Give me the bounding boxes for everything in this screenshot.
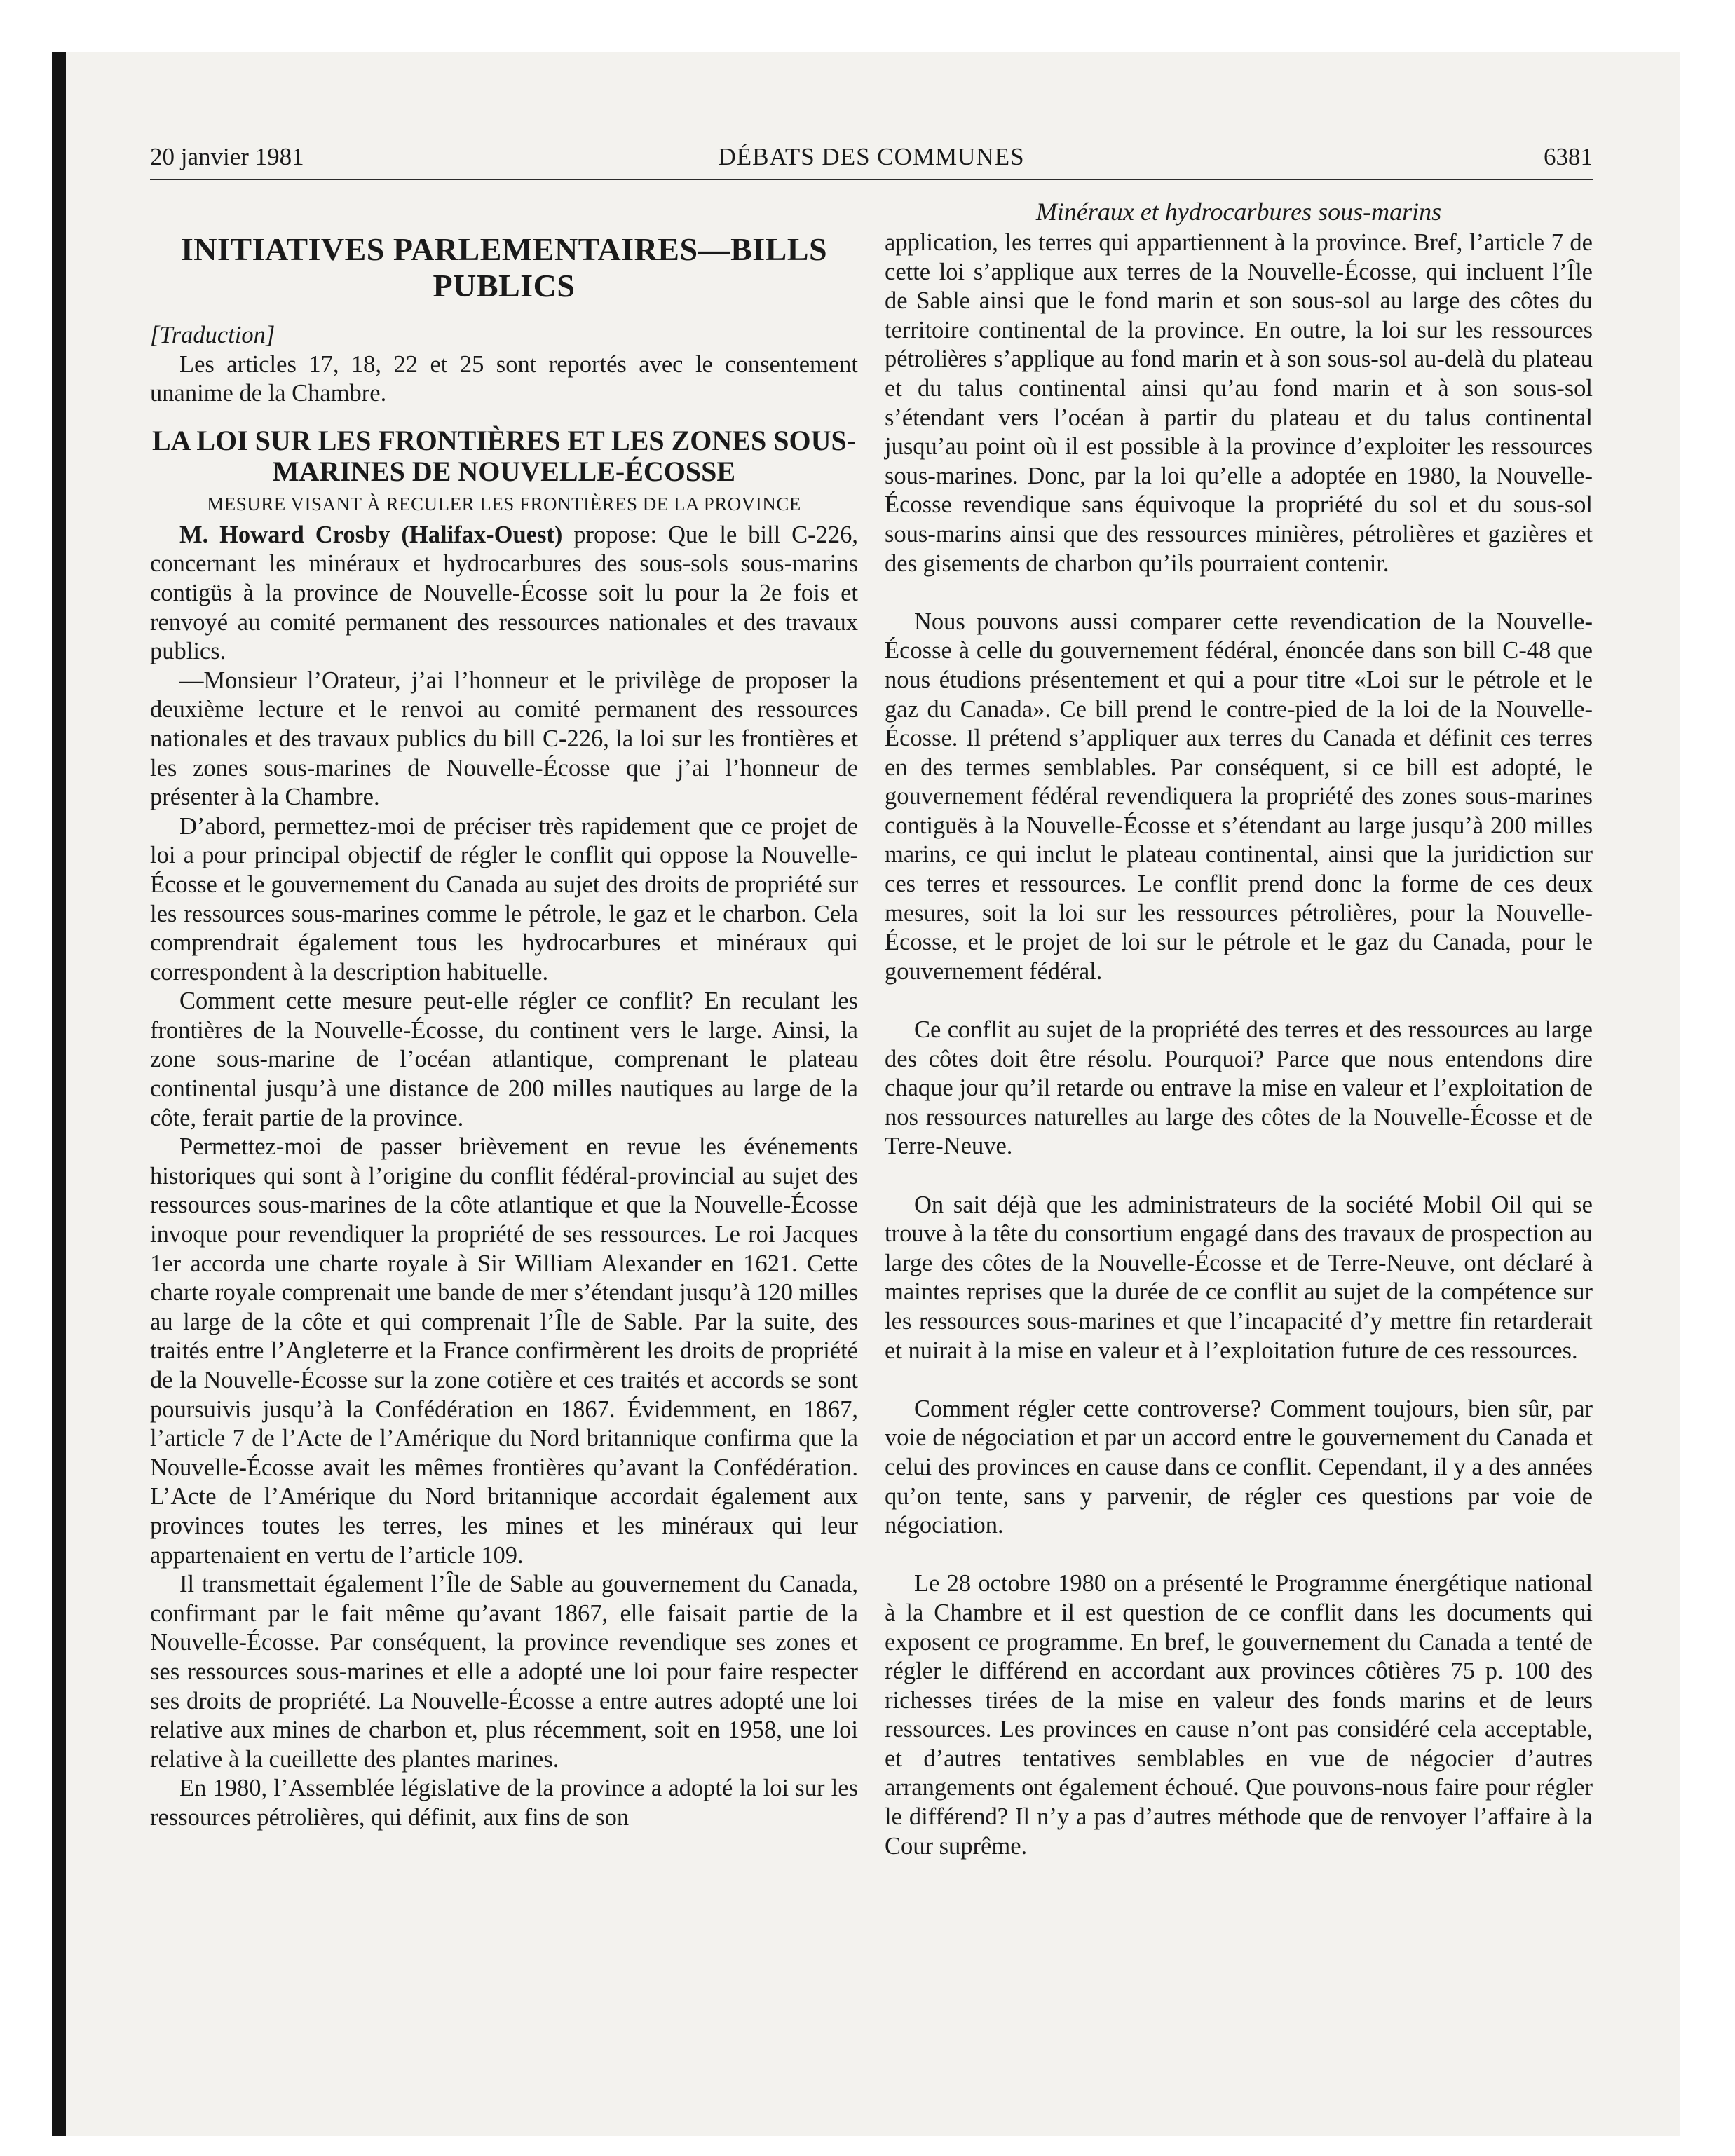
bill-title: LA LOI SUR LES FRONTIÈRES ET LES ZONES SOUS-MARINES DE NOUVELLE-ÉCOSSE (151, 424, 857, 487)
continuation-paragraph: application, les terres qui appartiennent à la province. Bref, l’article 7 de cette loi s’applique aux terres de la Nouvelle-Écosse, qui incluent l’Île de Sable ainsi que le fond marin et son sous-sol au large des côtes du territoire continental de la province. En outre, la loi sur les ressources pétrolières s’applique au fond marin et à son sous-sol au-delà du plateau et du talus continental ainsi qu’au fond marin et à son sous-sol s’étendant vers l’océan à partir du plateau et du talus continental jusqu’au point où il est possible à la province d’exploiter les ressources sous-marines. Donc, par la loi qu’elle a adoptée en 1980, la Nouvelle-Écosse revendique sans équivoque la propriété du sol et du sous-sol sous-marins ainsi que des ressources minières, pétrolières et gazières et des gisements de charbon qu’ils pourraient contenir. (885, 229, 1593, 577)
running-title: Minéraux et hydrocarbures sous-marins (1035, 198, 1442, 226)
body-paragraph: En 1980, l’Assemblée législative de la province a adopté la loi sur les ressources pétrolières, qui définit, aux fins de son (150, 1775, 858, 1831)
binding-edge (52, 52, 66, 2136)
body-paragraph: On sait déjà que les administrateurs de la société Mobil Oil qui se trouve à la tête du consortium engagé dans des travaux de prospection au large des côtes de la Nouvelle-Écosse et de Terre-Neuve, ont déclaré à maintes reprises que la durée de ce conflit au sujet de la compétence sur les ressources sous-marines et que l’incapacité d’y mettre fin retarderait et nuirait à la mise en valeur et à l’exploitation future de ces ressources. (885, 1191, 1593, 1364)
body-paragraph: Il transmettait également l’Île de Sable au gouvernement du Canada, confirmant par le fait même qu’avant 1867, elle faisait partie de la Nouvelle-Écosse. Par conséquent, la province revendique ses zones et ses ressources sous-marines et elle a adopté une loi pour faire respecter ses droits de propriété. La Nouvelle-Écosse a entre autres adopté une loi relative aux mines de charbon et, plus récemment, soit en 1958, une loi relative à la cueillette des plantes marines. (150, 1571, 858, 1773)
bill-caption: MESURE VISANT À RECULER LES FRONTIÈRES DE LA PROVINCE (207, 493, 801, 514)
body-paragraph: —Monsieur l’Orateur, j’ai l’honneur et le privilège de proposer la deuxième lecture et le renvoi au comité permanent des ressources nationales et des travaux publics du bill C-226, la loi sur les frontières et les zones sous-marines de Nouvelle-Écosse que j’ai l’honneur de présenter à la Chambre. (150, 667, 858, 811)
body-paragraph: Nous pouvons aussi comparer cette revendication de la Nouvelle-Écosse à celle du gouvernement fédéral, énoncée dans son bill C-48 que nous étudions présentement et qui a pour titre «Loi sur le pétrole et le gaz du Canada». Ce bill prend le contre-pied de la loi de la Nouvelle-Écosse. Il prétend s’appliquer aux terres du Canada et définit ces terres en des termes semblables. Par conséquent, si ce bill est adopté, le gouvernement fédéral revendiquera la propriété des zones sous-marines contiguës à la Nouvelle-Écosse et s’étendant au large jusqu’à 200 milles marins, ce qui inclut le plateau continental, ainsi que la juridiction sur ces terres et ressources. Le conflit prend donc la forme de ces deux mesures, soit la loi sur les ressources pétrolières, pour la Nouvelle-Écosse, et le projet de loi sur le pétrole et le gaz du Canada, pour le gouvernement fédéral. (885, 608, 1593, 985)
body-paragraph: Comment cette mesure peut-elle régler ce conflit? En reculant les frontières de la Nouvelle-Écosse, du continent vers le large. Ainsi, la zone sous-marine de l’océan atlantique, comprenant le plateau continental jusqu’à une distance de 200 milles nautiques au large de la côte, ferait partie de la province. (150, 988, 858, 1131)
header-date: 20 janvier 1981 (150, 143, 304, 170)
right-column (885, 196, 1593, 1861)
header-title: DÉBATS DES COMMUNES (718, 143, 1025, 170)
motion-paragraph (150, 521, 858, 667)
speaker-name: M. Howard Crosby (Halifax-Ouest) (179, 521, 563, 548)
section-heading: INITIATIVES PARLEMENTAIRES—BILLS PUBLICS (180, 231, 828, 303)
body-paragraph: Le 28 octobre 1980 on a présenté le Programme énergétique national à la Chambre et il est question de ce conflit dans les documents qui exposent ce programme. En bref, le gouvernement du Canada a tenté de régler le différend en accordant aux provinces côtières 75 p. 100 des richesses tirées de la mise en valeur des fonds marins et de leurs ressources. Les provinces en cause n’ont pas considéré cela acceptable, et d’autres tentatives semblables en vue de négocier d’autres arrangements ont également échoué. Que pouvons-nous faire pour régler le différend? Il n’y a pas d’autres méthode que de renvoyer l’affaire à la Cour suprême. (885, 1570, 1593, 1860)
left-column (150, 231, 858, 1833)
page-number: 6381 (1544, 143, 1593, 170)
intro-paragraph: Les articles 17, 18, 22 et 25 sont reportés avec le consentement unanime de la Chambre. (150, 350, 858, 407)
page-header (150, 143, 1593, 177)
body-paragraph: Comment régler cette controverse? Comment toujours, bien sûr, par voie de négociation et par un accord entre le gouvernement du Canada et celui des provinces en cause dans ce conflit. Cependant, il y a des années qu’on tente, sans y parvenir, de régler ces questions par voie de négociation. (885, 1395, 1593, 1539)
header-rule (150, 179, 1593, 180)
body-paragraph: Permettez-moi de passer brièvement en revue les événements historiques qui sont à l’origine du conflit fédéral-provincial au sujet des ressources sous-marines de la côte atlantique et que la Nouvelle-Écosse invoque pour revendiquer la propriété de ses ressources. Le roi Jacques 1er accorda une charte royale à Sir William Alexander en 1621. Cette charte royale comprenait une bande de mer s’étendant jusqu’à 120 milles au large de la côte et qui comprenait l’Île de Sable. Par la suite, des traités entre l’Angleterre et la France confirmèrent les droits de propriété de la Nouvelle-Écosse sur la zone cotière et ces traités et accords se sont poursuivis jusqu’à la Confédération en 1867. Évidemment, en 1867, l’article 7 de l’Acte de l’Amérique du Nord britannique confirma que la Nouvelle-Écosse avait les mêmes frontières qu’avant la Confédération. L’Acte de l’Amérique du Nord britannique accordait également aux provinces toutes les terres, les mines et les minéraux qui leur appartenaient en vertu de l’article 109. (150, 1133, 858, 1569)
body-paragraph: D’abord, permettez-moi de préciser très rapidement que ce projet de loi a pour principal objectif de régler le conflit qui oppose la Nouvelle-Écosse et le gouvernement du Canada au sujet des droits de propriété sur les ressources sous-marines comme le pétrole, le gaz et le charbon. Cela comprendrait également tous les hydrocarbures et minéraux qui correspondent à la description habituelle. (150, 812, 858, 985)
body-paragraph: Ce conflit au sujet de la propriété des terres et des ressources au large des côtes doit être résolu. Pourquoi? Parce que nous entendons dire chaque jour qu’il retarde ou entrave la mise en valeur et l’exploitation de nos ressources naturelles au large des côtes de la Nouvelle-Écosse et de Terre-Neuve. (885, 1016, 1593, 1160)
translation-note: [Traduction] (150, 322, 275, 348)
motion-text: propose: Que le bill C-226, concernant les minéraux et hydrocarbures des sous-sols sous-marins contigüs à la province de Nouvelle-Écosse soit lu pour la 2e fois et renvoyé au comité permanent des ressources nationales et des travaux publics. (150, 521, 858, 665)
